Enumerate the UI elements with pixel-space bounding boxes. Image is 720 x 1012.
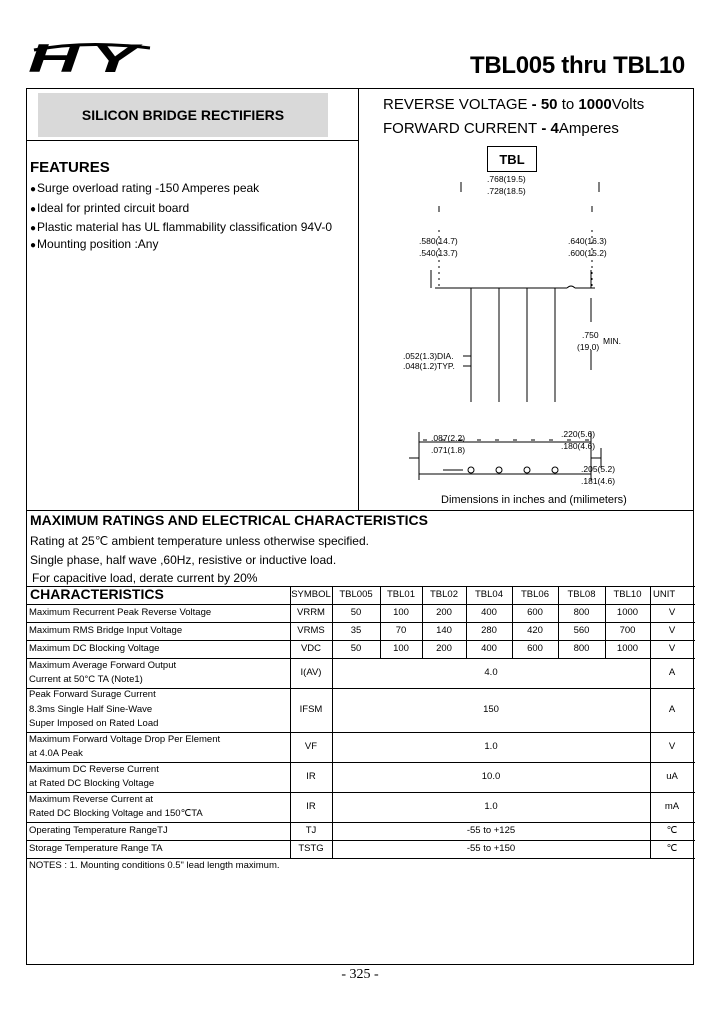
logo-lettering: [28, 38, 150, 80]
part-number-title: TBL005 thru TBL10: [470, 52, 685, 79]
feature-item: ● Plastic material has UL flammability classification 94V-0: [30, 220, 332, 234]
dim-lead-length-min: MIN.: [603, 336, 621, 346]
parameter-value: 150: [483, 703, 499, 715]
device-column-header: TBL04: [475, 589, 503, 600]
parameter-value: 280: [481, 624, 497, 636]
parameter-symbol: IFSM: [299, 703, 323, 715]
parameter-label: Maximum Recurrent Peak Reverse Voltage: [29, 606, 212, 618]
parameter-value: 560: [573, 624, 590, 636]
parameter-label: Maximum RMS Bridge Input Voltage: [29, 624, 183, 636]
parameter-value: 200: [436, 606, 452, 618]
parameter-unit: V: [668, 606, 676, 618]
parameter-value: 4.0: [484, 666, 498, 678]
dim-left-height-max: .580(14.7): [419, 236, 458, 246]
parameter-value: 1.0: [484, 740, 498, 752]
rating-note: For capacitive load, derate current by 20%: [32, 571, 258, 585]
dim-bottom-left-max: .087(2.2): [431, 433, 466, 443]
parameter-unit: ℃: [666, 824, 678, 836]
parameter-value: 50: [350, 642, 362, 654]
ratings-heading: MAXIMUM RATINGS AND ELECTRICAL CHARACTERISTICS: [30, 512, 428, 528]
parameter-value: 70: [395, 624, 407, 636]
dim-bottom-right1-min: .180(4.6): [561, 441, 596, 451]
parameter-value: 140: [436, 624, 452, 636]
parameter-symbol: VDC: [300, 642, 322, 654]
device-column-header: TBL10: [613, 589, 642, 600]
parameter-value: 800: [573, 642, 590, 654]
feature-item: ● Surge overload rating -150 Amperes peak: [30, 181, 259, 195]
parameter-label: Current at 50°C TA (Note1): [29, 674, 143, 685]
feature-item: ● Mounting position :Any: [30, 237, 158, 251]
package-label: TBL: [487, 146, 537, 172]
rating-note: Single phase, half wave ,60Hz, resistive or inductive load.: [30, 553, 337, 567]
table-footnote: NOTES : 1. Mounting conditions 0.5" lead length maximum.: [29, 860, 280, 871]
parameter-label: at 4.0A Peak: [29, 748, 83, 759]
parameter-unit: uA: [666, 770, 678, 782]
parameter-label: 8.3ms Single Half Sine-Wave: [29, 703, 153, 715]
parameter-value: 400: [481, 606, 497, 618]
parameter-label: Maximum Forward Voltage Drop Per Element: [29, 733, 221, 745]
parameter-label: Peak Forward Surage Current: [29, 689, 156, 701]
svg-text:HY: HY: [28, 38, 148, 80]
dim-lead-length: .750: [582, 330, 599, 340]
device-column-header: TBL005: [339, 589, 373, 600]
parameter-unit: mA: [664, 800, 680, 812]
device-column-header: TBL06: [521, 589, 549, 600]
symbol-column-header: SYMBOL: [291, 589, 331, 600]
device-column-header: TBL08: [567, 589, 596, 600]
parameter-symbol: TJ: [305, 824, 317, 836]
parameter-value: 800: [573, 606, 590, 618]
dim-width-min: .728(18.5): [487, 186, 526, 196]
parameter-value: 600: [527, 606, 543, 618]
parameter-value: 1000: [616, 642, 639, 654]
parameter-symbol: IR: [306, 770, 316, 782]
dimension-caption: Dimensions in inches and (milimeters): [441, 494, 627, 506]
parameter-label: Maximum DC Reverse Current: [29, 763, 159, 775]
dim-lead-length-mm: (19.0): [577, 342, 600, 352]
dim-width-max: .768(19.5): [487, 174, 526, 184]
parameter-value: 1.0: [484, 800, 498, 812]
parameter-value: 50: [350, 606, 362, 618]
parameter-value: -55 to +125: [466, 824, 516, 836]
device-column-header: TBL01: [387, 589, 415, 600]
unit-column-header: UNIT: [653, 589, 676, 600]
dim-bottom-right1-max: .220(5.6): [561, 429, 596, 439]
dim-bottom-left-min: .071(1.8): [431, 445, 466, 455]
parameter-unit: A: [668, 666, 676, 678]
parameter-value: 35: [350, 624, 362, 636]
parameter-unit: V: [668, 642, 676, 654]
parameter-value: 100: [393, 606, 409, 618]
parameter-value: 420: [527, 624, 543, 636]
parameter-symbol: TSTG: [298, 842, 324, 854]
dim-lead-dia-min: .048(1.2)TYP.: [403, 361, 455, 371]
device-column-header: TBL02: [430, 589, 458, 600]
parameter-value: -55 to +150: [466, 842, 516, 854]
page-number: - 325 -: [341, 967, 379, 982]
parameter-symbol: I(AV): [300, 666, 322, 678]
parameter-label: Rated DC Blocking Voltage and 150℃TA: [29, 808, 203, 819]
parameter-symbol: VRRM: [297, 606, 325, 618]
parameter-value: 200: [436, 642, 452, 654]
parameter-unit: V: [668, 624, 676, 636]
characteristics-heading: CHARACTERISTICS: [30, 586, 164, 602]
parameter-unit: ℃: [666, 842, 678, 854]
parameter-label: Operating Temperature RangeTJ: [29, 824, 168, 836]
package-dimension-drawing: [359, 170, 693, 490]
parameter-symbol: VF: [304, 740, 318, 752]
parameter-value: 700: [619, 624, 636, 636]
parameter-label: Storage Temperature Range TA: [29, 842, 163, 854]
rating-note: Rating at 25℃ ambient temperature unless otherwise specified.: [30, 534, 369, 548]
company-logo: [26, 38, 156, 80]
dim-left-height-min: .540(13.7): [419, 248, 458, 258]
parameter-unit: V: [668, 740, 676, 752]
dim-right-height-min: .600(15.2): [568, 248, 607, 258]
features-heading: FEATURES: [30, 159, 110, 176]
parameter-value: 600: [527, 642, 543, 654]
dim-bottom-right2-min: .181(4.6): [581, 476, 616, 486]
parameter-label: Super Imposed on Rated Load: [29, 718, 159, 730]
parameter-label: at Rated DC Blocking Voltage: [29, 778, 155, 789]
parameter-value: 400: [481, 642, 497, 654]
parameter-symbol: VRMS: [297, 624, 325, 636]
parameter-value: 100: [393, 642, 409, 654]
reverse-voltage-spec: REVERSE VOLTAGE - 50 to 1000Volts: [383, 96, 645, 113]
forward-current-spec: FORWARD CURRENT - 4Amperes: [383, 120, 619, 137]
parameter-value: 10.0: [481, 770, 501, 782]
parameter-label: Maximum Reverse Current at: [29, 793, 154, 805]
parameter-symbol: IR: [306, 800, 316, 812]
parameter-label: Maximum Average Forward Output: [29, 659, 177, 671]
dim-right-height-max: .640(16.3): [568, 236, 607, 246]
banner-divider: [26, 140, 359, 141]
parameter-label: Maximum DC Blocking Voltage: [29, 642, 160, 654]
parameter-unit: A: [668, 703, 676, 715]
product-type-banner: SILICON BRIDGE RECTIFIERS: [38, 93, 328, 137]
section-divider: [26, 510, 694, 511]
feature-item: ● Ideal for printed circuit board: [30, 201, 189, 215]
dim-bottom-right2-max: .205(5.2): [581, 464, 616, 474]
parameter-value: 1000: [616, 606, 639, 618]
dim-lead-dia-max: .052(1.3)DIA.: [403, 351, 454, 361]
